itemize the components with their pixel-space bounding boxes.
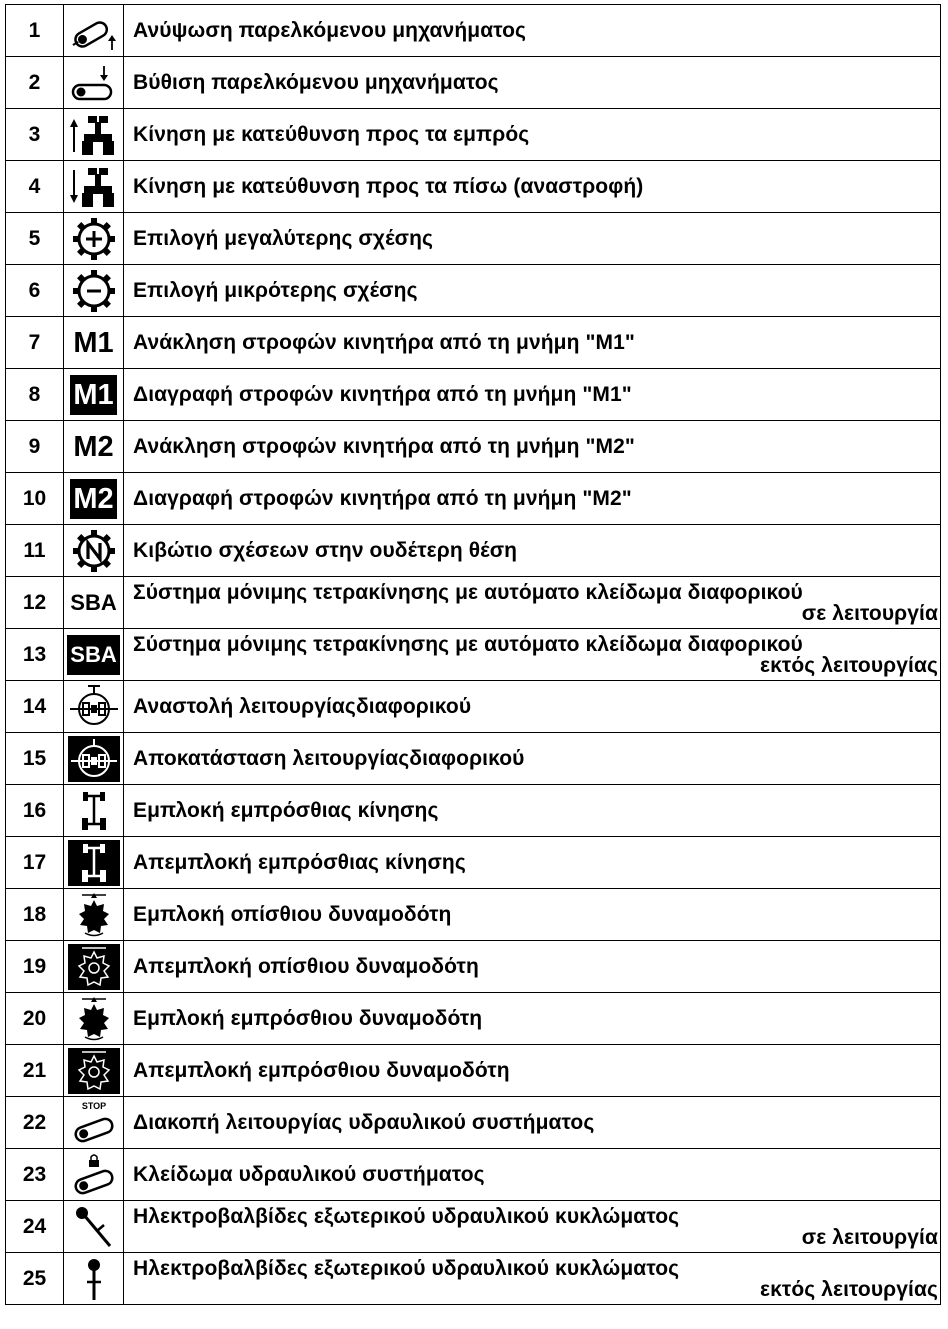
row-description: Απεμπλοκή εμπρόσθιας κίνησης bbox=[133, 851, 466, 874]
front-axle-icon bbox=[68, 788, 120, 834]
differential-icon bbox=[68, 684, 120, 730]
front-pto-inverted-icon bbox=[68, 1048, 120, 1094]
implement-lower-icon bbox=[68, 60, 120, 106]
row-number: 14 bbox=[6, 681, 64, 733]
row-description: Κίνηση με κατεύθυνση προς τα εμπρός bbox=[133, 123, 530, 146]
sba-text-icon: SBA bbox=[70, 589, 117, 615]
row-number: 22 bbox=[6, 1097, 64, 1149]
implement-raise-icon bbox=[68, 8, 120, 54]
row-description-continued: σε λειτουργία bbox=[801, 1225, 938, 1249]
row-number: 16 bbox=[6, 785, 64, 837]
row-description: Κλείδωμα υδραυλικού συστήματος bbox=[133, 1163, 485, 1186]
table-row bbox=[6, 785, 941, 837]
row-number: 5 bbox=[6, 213, 64, 265]
row-description: Ηλεκτροβαλβίδες εξωτερικού υδραυλικού κυκλώματος bbox=[133, 1204, 680, 1228]
table-row bbox=[6, 993, 941, 1045]
table-row bbox=[6, 629, 941, 681]
row-description: Διαγραφή στροφών κινητήρα από τη μνήμη "M1" bbox=[133, 383, 632, 406]
row-number: 9 bbox=[6, 421, 64, 473]
table-row bbox=[6, 889, 941, 941]
row-number: 8 bbox=[6, 369, 64, 421]
row-description: Ανύψωση παρελκόμενου μηχανήματος bbox=[133, 19, 527, 42]
row-description-continued: σε λειτουργία bbox=[801, 601, 938, 625]
table-row bbox=[6, 733, 941, 785]
front-axle-inverted-icon bbox=[68, 840, 120, 886]
row-description-continued: εκτός λειτουργίας bbox=[760, 653, 938, 677]
row-description: Διαγραφή στροφών κινητήρα από τη μνήμη "M2" bbox=[133, 487, 632, 510]
table-row bbox=[6, 525, 941, 577]
gear-plus-icon bbox=[68, 216, 120, 262]
tractor-forward-icon bbox=[68, 112, 120, 158]
row-description: Κίνηση με κατεύθυνση προς τα πίσω (αναστροφή) bbox=[133, 175, 644, 198]
table-row bbox=[6, 265, 941, 317]
row-number: 2 bbox=[6, 57, 64, 109]
m2-inverted-icon: M2 bbox=[70, 479, 116, 519]
tractor-reverse-icon bbox=[68, 164, 120, 210]
row-number: 4 bbox=[6, 161, 64, 213]
row-description: Εμπλοκή εμπρόσθιου δυναμοδότη bbox=[133, 1007, 483, 1030]
row-description: Ανάκληση στροφών κινητήρα από τη μνήμη "M1" bbox=[133, 331, 635, 354]
table-row bbox=[6, 421, 941, 473]
table-row bbox=[6, 1149, 941, 1201]
row-number: 13 bbox=[6, 629, 64, 681]
rear-pto-inverted-icon bbox=[68, 944, 120, 990]
table-row bbox=[6, 577, 941, 629]
symbols-table bbox=[5, 4, 941, 1305]
row-description: Ηλεκτροβαλβίδες εξωτερικού υδραυλικού κυκλώματος bbox=[133, 1256, 680, 1280]
row-number: 15 bbox=[6, 733, 64, 785]
hydraulic-lock-icon bbox=[68, 1152, 120, 1198]
row-number: 11 bbox=[6, 525, 64, 577]
m1-text-icon: M1 bbox=[73, 326, 114, 359]
row-number: 18 bbox=[6, 889, 64, 941]
row-description: Αποκατάσταση λειτουργίαςδιαφορικού bbox=[133, 747, 525, 770]
row-number: 12 bbox=[6, 577, 64, 629]
table-row bbox=[6, 369, 941, 421]
row-number: 7 bbox=[6, 317, 64, 369]
table-row bbox=[6, 109, 941, 161]
hydraulic-stop-icon bbox=[68, 1100, 120, 1146]
table-row bbox=[6, 161, 941, 213]
row-number: 25 bbox=[6, 1253, 64, 1305]
m2-text-icon: M2 bbox=[73, 430, 114, 463]
valve-off-icon bbox=[68, 1256, 120, 1302]
row-description: Ανάκληση στροφών κινητήρα από τη μνήμη "M2" bbox=[133, 435, 635, 458]
rear-pto-icon bbox=[68, 892, 120, 938]
table-row bbox=[6, 5, 941, 57]
valve-on-icon bbox=[68, 1204, 120, 1250]
row-description: Εμπλοκή εμπρόσθιας κίνησης bbox=[133, 799, 439, 822]
differential-inverted-icon bbox=[68, 736, 120, 782]
table-row bbox=[6, 57, 941, 109]
row-description: Επιλογή μεγαλύτερης σχέσης bbox=[133, 227, 434, 250]
row-number: 17 bbox=[6, 837, 64, 889]
table-row bbox=[6, 681, 941, 733]
table-row bbox=[6, 317, 941, 369]
gear-neutral-icon bbox=[68, 528, 120, 574]
row-description-continued: εκτός λειτουργίας bbox=[760, 1277, 938, 1301]
row-description: Σύστημα μόνιμης τετρακίνησης με αυτόματο κλείδωμα διαφορικού bbox=[133, 580, 803, 604]
row-number: 10 bbox=[6, 473, 64, 525]
row-description: Κιβώτιο σχέσεων στην ουδέτερη θέση bbox=[133, 539, 518, 562]
row-number: 1 bbox=[6, 5, 64, 57]
row-description: Διακοπή λειτουργίας υδραυλικού συστήματος bbox=[133, 1111, 595, 1134]
row-description: Απεμπλοκή εμπρόσθιου δυναμοδότη bbox=[133, 1059, 510, 1082]
row-number: 19 bbox=[6, 941, 64, 993]
gear-minus-icon bbox=[68, 268, 120, 314]
row-number: 3 bbox=[6, 109, 64, 161]
table-row bbox=[6, 837, 941, 889]
row-description: Αναστολή λειτουργίαςδιαφορικού bbox=[133, 695, 472, 718]
table-row bbox=[6, 1253, 941, 1305]
table-row bbox=[6, 473, 941, 525]
stop-label: STOP bbox=[81, 1100, 106, 1111]
row-description: Επιλογή μικρότερης σχέσης bbox=[133, 279, 418, 302]
front-pto-icon bbox=[68, 996, 120, 1042]
sba-inverted-icon: SBA bbox=[67, 635, 119, 675]
row-number: 21 bbox=[6, 1045, 64, 1097]
row-number: 23 bbox=[6, 1149, 64, 1201]
table-row bbox=[6, 213, 941, 265]
m1-inverted-icon: M1 bbox=[70, 375, 116, 415]
row-description: Βύθιση παρελκόμενου μηχανήματος bbox=[133, 71, 499, 94]
row-description: Εμπλοκή οπίσθιου δυναμοδότη bbox=[133, 903, 452, 926]
table-row bbox=[6, 1045, 941, 1097]
row-number: 6 bbox=[6, 265, 64, 317]
row-number: 24 bbox=[6, 1201, 64, 1253]
table-row bbox=[6, 1201, 941, 1253]
table-row bbox=[6, 1097, 941, 1149]
row-description: Απεμπλοκή οπίσθιου δυναμοδότη bbox=[133, 955, 479, 978]
table-row bbox=[6, 941, 941, 993]
row-number: 20 bbox=[6, 993, 64, 1045]
row-description: Σύστημα μόνιμης τετρακίνησης με αυτόματο κλείδωμα διαφορικού bbox=[133, 632, 803, 656]
